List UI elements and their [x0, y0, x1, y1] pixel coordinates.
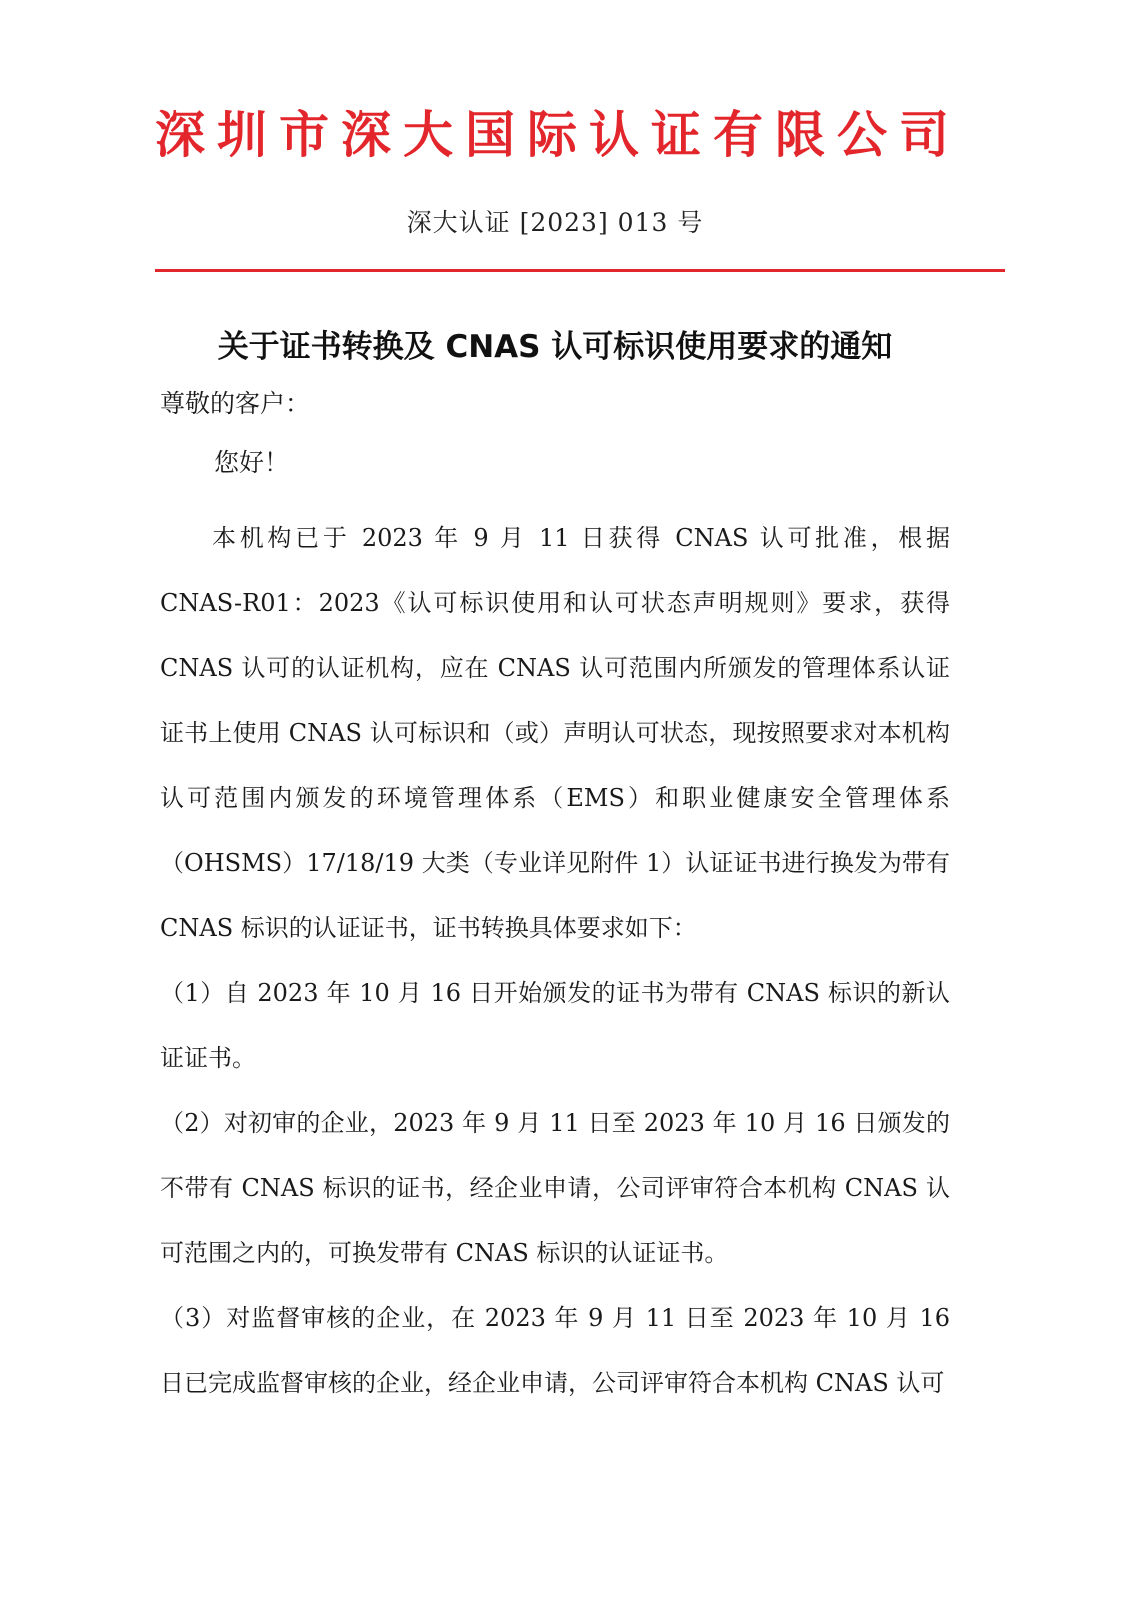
- body-paragraph-item-1: （1）自 2023 年 10 月 16 日开始颁发的证书为带有 CNAS 标识的新认证证书。: [160, 979, 950, 1072]
- notice-title: 关于证书转换及 CNAS 认可标识使用要求的通知: [217, 329, 893, 365]
- notice-body: [160, 506, 950, 1416]
- greeting: 您好！: [214, 448, 290, 477]
- document-number: 深大认证 [2023] 013 号: [406, 208, 704, 237]
- body-paragraph-item-3: （3）对监督审核的企业，在 2023 年 9 月 11 日至 2023 年 10 月 16 日已完成监督审核的企业，经企业申请，公司评审符合本机构 CNAS 认可: [160, 1304, 950, 1397]
- letterhead-organization-name: 深圳市深大国际认证有限公司: [155, 105, 961, 164]
- body-paragraph-intro: 本机构已于 2023 年 9 月 11 日获得 CNAS 认可批准，根据 CNAS-R01：2023《认可标识使用和认可状态声明规则》要求，获得 CNAS 认可的认证机构，应在 CNAS 认可范围内所颁发的管理体系认证证书上使用 CNAS 认可标识和（或）声明认可状态，现按照要求对本机构认可范围内颁发的环境管理体系（EMS）和职业健康安全管理体系（OHSMS）17/18/19 大类（专业详见附件 1）认证证书进行换发为带有 CNAS 标识的认证证书，证书转换具体要求如下：: [160, 524, 950, 942]
- letterhead-divider: [155, 269, 1005, 272]
- body-paragraph-item-2: （2）对初审的企业，2023 年 9 月 11 日至 2023 年 10 月 16 日颁发的不带有 CNAS 标识的证书，经企业申请，公司评审符合本机构 CNAS 认可范围之内的，可换发带有 CNAS 标识的认证证书。: [160, 1109, 950, 1267]
- salutation: 尊敬的客户：: [160, 389, 311, 418]
